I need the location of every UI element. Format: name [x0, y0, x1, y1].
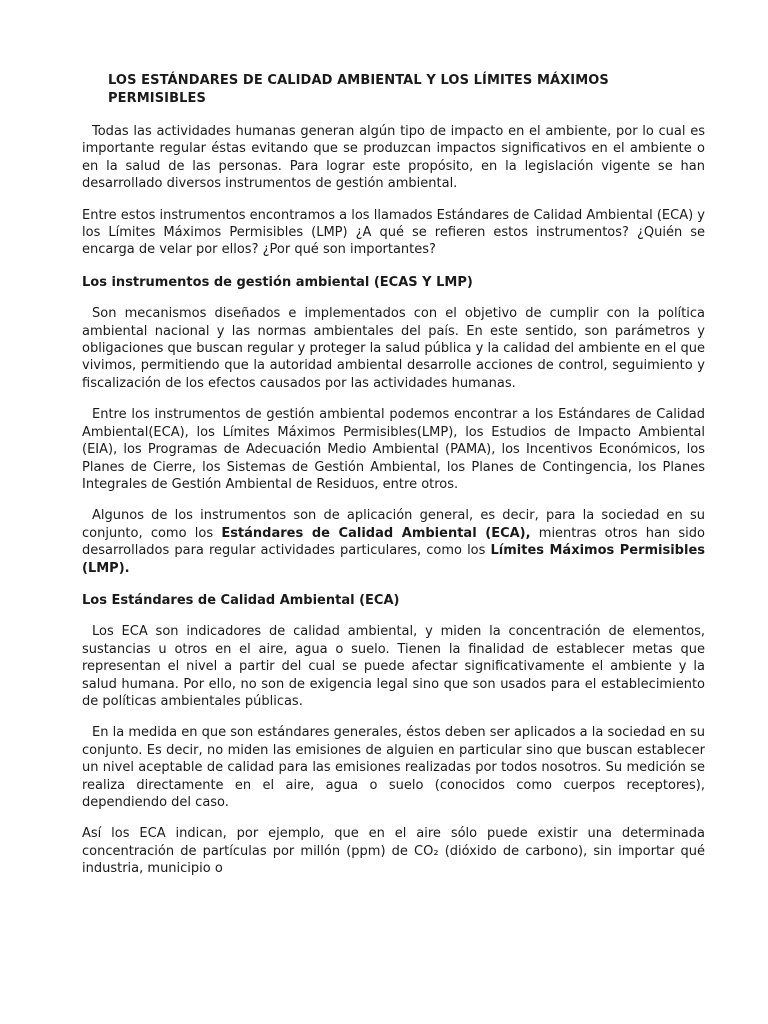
paragraph-mechanisms: Son mecanismos diseñados e implementados con el objetivo de cumplir con la política ambiental nacional y las normas ambientales del país. En este sentido, son parámetros y obligaciones que buscan regular y proteger la salud pública y la calidad del ambiente en el que vivimos, permitiendo que la autoridad ambiental desarrolle acciones de control, seguimiento y fiscalización de los efectos causados por las actividades humanas. [82, 306, 705, 391]
paragraph-application-bold-eca: Estándares de Calidad Ambiental (ECA), [221, 525, 531, 541]
section-heading-instruments: Los instrumentos de gestión ambiental (ECAS Y LMP) [82, 274, 473, 290]
section-heading-eca: Los Estándares de Calidad Ambiental (ECA) [82, 592, 400, 608]
paragraph-application-bold-lmp: Límites Máximos Permisibles (LMP). [82, 543, 705, 576]
paragraph-application-text-1: Algunos de los instrumentos son de aplicación general, es decir, para la sociedad en su conjunto, como los [82, 508, 705, 541]
paragraph-eca-definition: Los ECA son indicadores de calidad ambiental, y miden la concentración de elementos, sustancias u otros en el aire, agua o suelo. Tienen la finalidad de establecer metas que representan el nivel a partir del cual se puede afectar significativamente el ambiente y la salud humana. Por ello, no son de exigencia legal sino que son usados para el establecimiento de políticas ambientales públicas. [82, 624, 705, 709]
paragraph-application [82, 507, 705, 577]
paragraph-eca-example: Así los ECA indican, por ejemplo, que en el aire sólo puede existir una determinada concentración de partículas por millón (ppm) de CO₂ (dióxido de carbono), sin importar qué industria, municipio o [82, 826, 705, 877]
paragraph-eca-general: En la medida en que son estándares generales, éstos deben ser aplicados a la sociedad en su conjunto. Es decir, no miden las emisiones de alguien en particular sino que buscan establecer un nivel aceptable de calidad para las emisiones realizadas por todos nosotros. Su medición se realiza directamente en el aire, agua o suelo (conocidos como cuerpos receptores), dependiendo del caso. [82, 725, 705, 810]
paragraph-instrument-list: Entre los instrumentos de gestión ambiental podemos encontrar a los Estándares de Calidad Ambiental(ECA), los Límites Máximos Permisibles(LMP), los Estudios de Impacto Ambiental (EIA), los Programas de Adecuación Medio Ambiental (PAMA), los Incentivos Económicos, los Planes de Cierre, los Sistemas de Gestión Ambiental, los Planes de Contingencia, los Planes Integrales de Gestión Ambiental de Residuos, entre otros. [82, 407, 705, 492]
paragraph-application-text-2: mientras otros han sido desarrollados para regular actividades particulares, como los [82, 525, 705, 559]
paragraph-instruments: Entre estos instrumentos encontramos a los llamados Estándares de Calidad Ambiental (ECA) y los Límites Máximos Permisibles (LMP) ¿A qué se refieren estos instrumentos? ¿Quién se encarga de velar por ellos? ¿Por qué son importantes? [82, 207, 705, 258]
document-title: LOS ESTÁNDARES DE CALIDAD AMBIENTAL Y LOS LÍMITES MÁXIMOS PERMISIBLES [108, 73, 609, 106]
paragraph-intro: Todas las actividades humanas generan algún tipo de impacto en el ambiente, por lo cual es importante regular éstas evitando que se produzcan impactos significativos en el ambiente o en la salud de las personas. Para lograr este propósito, en la legislación vigente se han desarrollado diversos instrumentos de gestión ambiental. [82, 124, 705, 192]
